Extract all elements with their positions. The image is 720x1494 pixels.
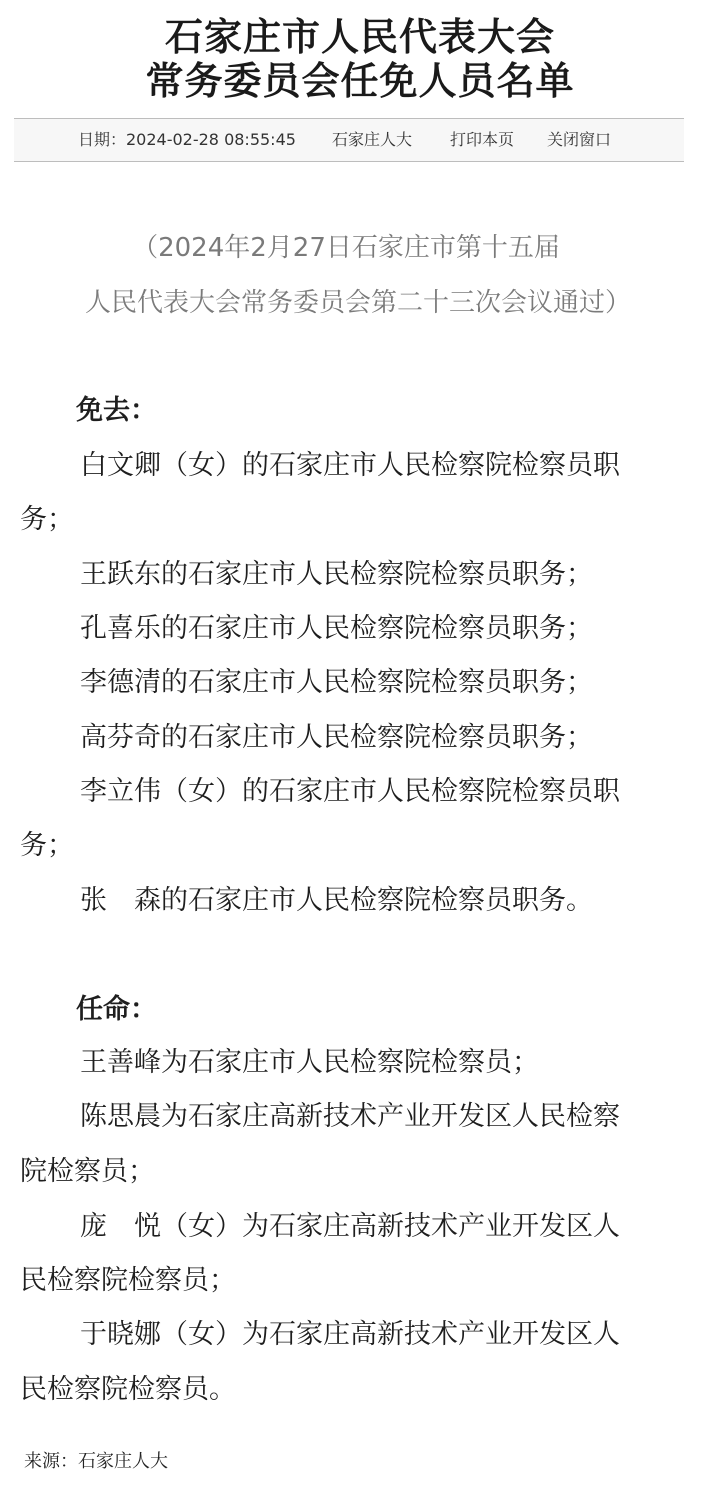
removal-line: 孔喜乐的石家庄市人民检察院检察员职务；: [80, 613, 593, 644]
publish-date: 日期：2024-02-28 08:55:45: [78, 130, 296, 149]
print-page-link[interactable]: 打印本页: [450, 130, 515, 149]
page-title-line-1: 石家庄市人民代表大会: [164, 15, 555, 59]
removal-line: 高芬奇的石家庄市人民检察院检察员职务；: [80, 722, 593, 753]
removal-line: 务；: [20, 504, 74, 535]
footer-source: 来源：石家庄人大: [24, 1451, 168, 1472]
meta-bar: [14, 118, 684, 162]
appointment-line: 民检察院检察员；: [20, 1265, 236, 1296]
removal-line: 王跃东的石家庄市人民检察院检察员职务；: [80, 559, 593, 590]
meeting-note-line-1: （2024年2月27日石家庄市第十五届: [132, 233, 560, 263]
appointment-line: 王善峰为石家庄市人民检察院检察员；: [80, 1047, 539, 1078]
removal-line: 李德清的石家庄市人民检察院检察员职务；: [80, 667, 593, 698]
appointment-line: 民检察院检察员。: [20, 1374, 236, 1405]
appointment-line: 院检察员；: [20, 1156, 155, 1187]
source-label: 石家庄人大: [332, 130, 413, 149]
removal-line: 张 森的石家庄市人民检察院检察员职务。: [80, 885, 593, 916]
meeting-note-line-2: 人民代表大会常务委员会第二十三次会议通过）: [84, 288, 631, 318]
removal-heading: 免去：: [76, 395, 157, 426]
removal-line: 白文卿（女）的石家庄市人民检察院检察员职: [80, 450, 620, 481]
appointment-heading: 任命：: [76, 994, 157, 1025]
close-window-link[interactable]: 关闭窗口: [547, 130, 612, 149]
page-title-line-2: 常务委员会任免人员名单: [145, 59, 575, 103]
appointment-line: 庞 悦（女）为石家庄高新技术产业开发区人: [80, 1211, 620, 1242]
removal-line: 务；: [20, 830, 74, 861]
appointment-line: 于晓娜（女）为石家庄高新技术产业开发区人: [80, 1319, 620, 1350]
removal-line: 李立伟（女）的石家庄市人民检察院检察员职: [80, 776, 620, 807]
appointment-line: 陈思晨为石家庄高新技术产业开发区人民检察: [80, 1101, 620, 1132]
